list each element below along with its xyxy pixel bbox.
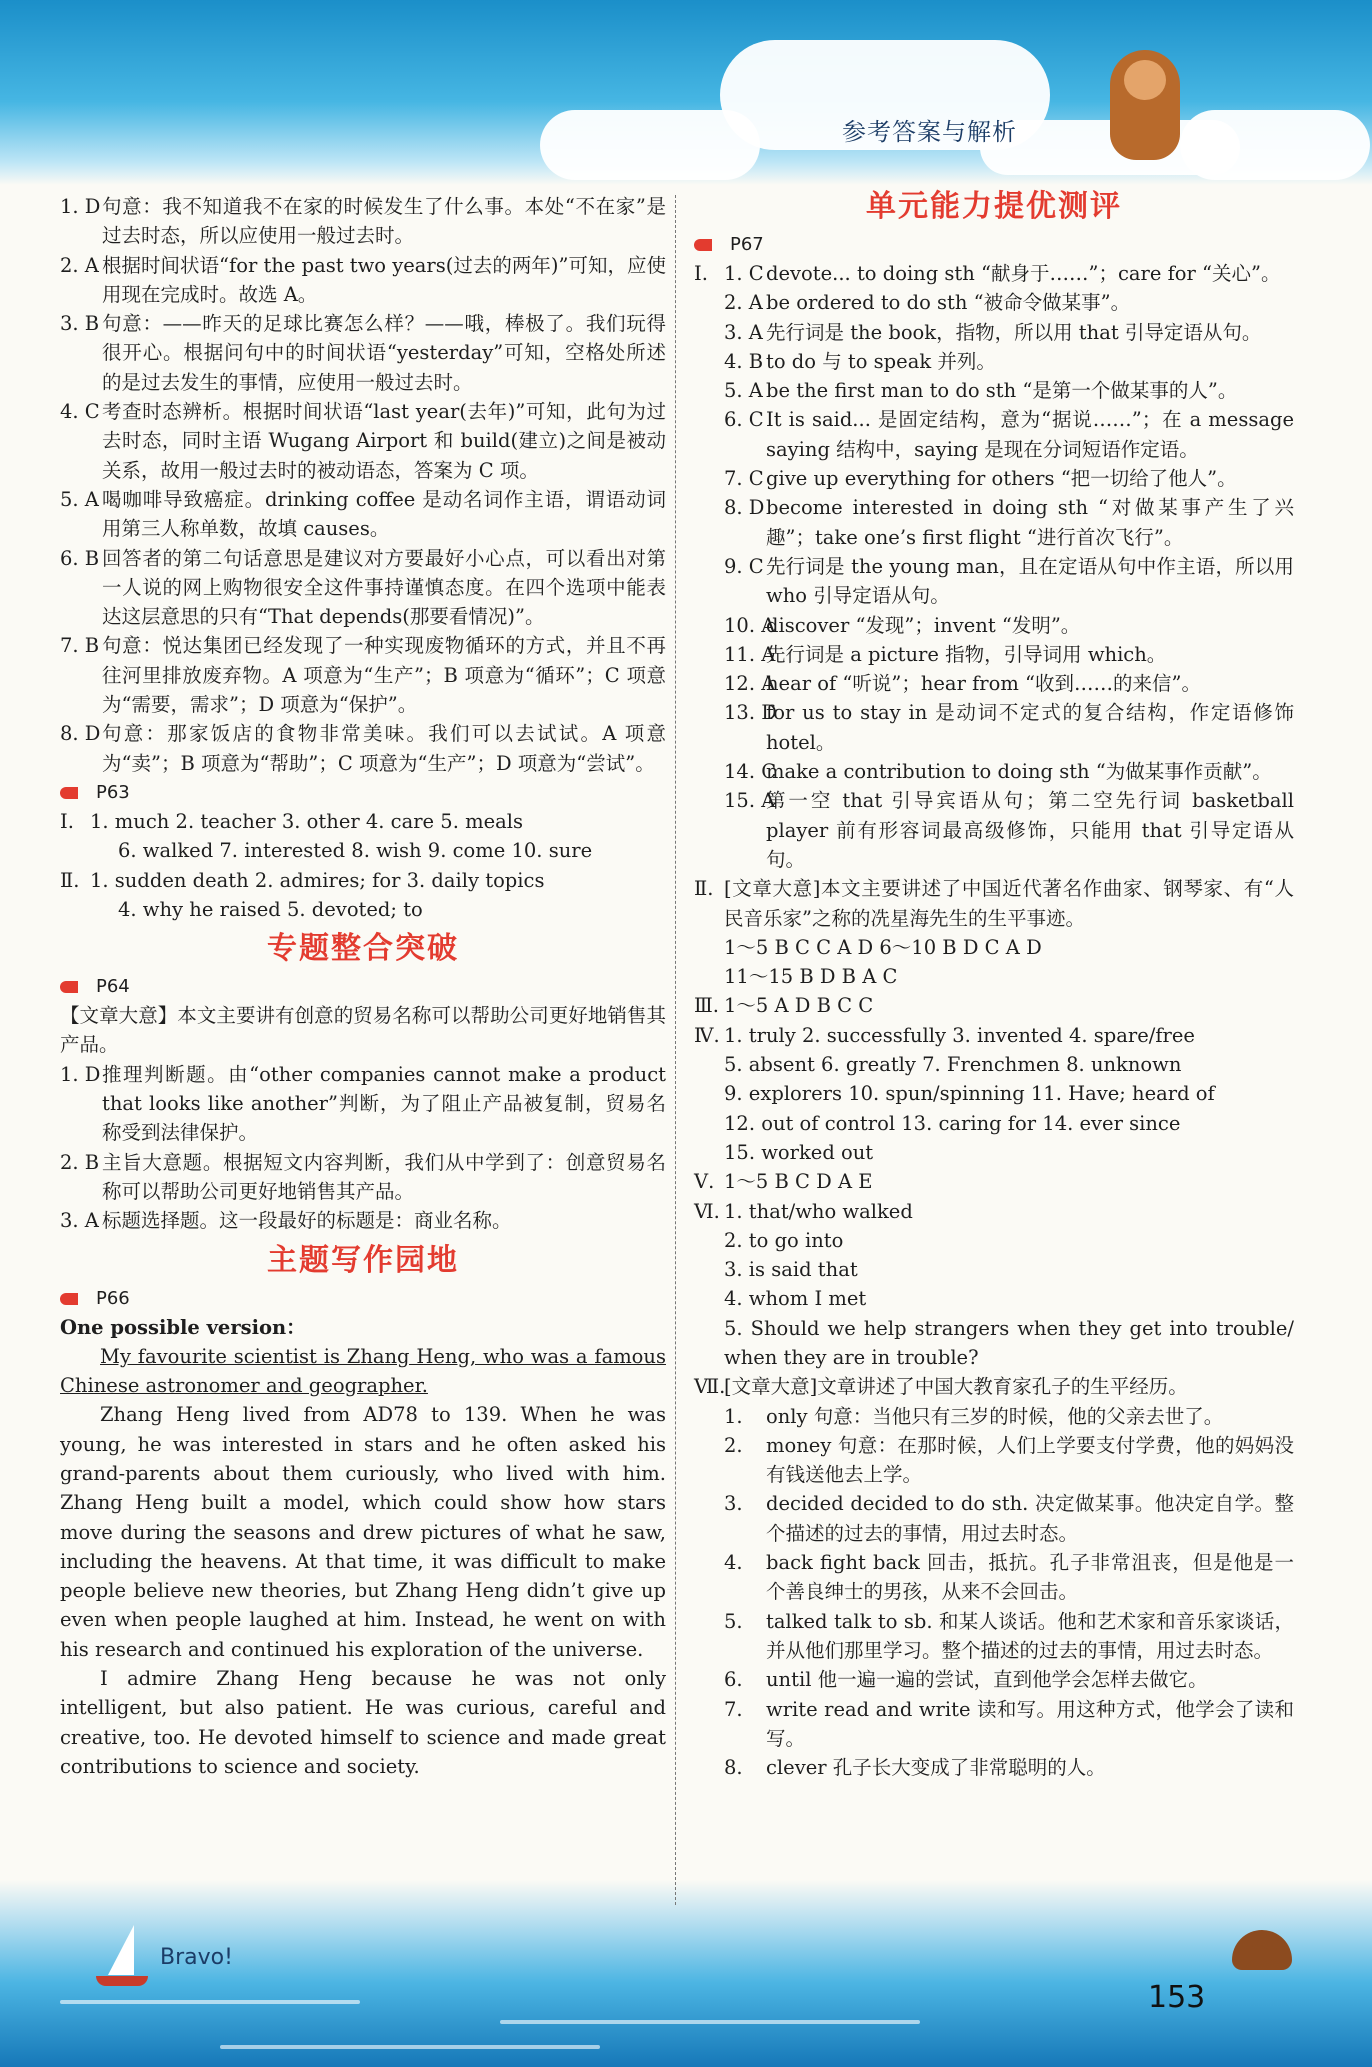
answer-item: 13. D for us to stay in 是动词不定式的复合结构，作定语修饰 hotel。	[724, 701, 1294, 754]
answer-item: 1. D 推理判断题。由“other companies cannot make a product that looks like another”判断，为了阻止产品被复制，贸易名称受到法律保护。	[60, 1062, 666, 1145]
answer-item: 6. until 他一遍一遍的尝试，直到他学会怎样去做它。	[724, 1668, 1208, 1692]
essay-paragraph: I admire Zhang Heng because he was not only intelligent, but also patient. He was curious, careful and creative, too. He devoted himself to science and made great contributions to science and society.	[60, 1667, 666, 1778]
answer-item: 4. back fight back 回击，抵抗。孔子非常沮丧，但是他是一个善良绅士的男孩，从来不会回击。	[724, 1551, 1294, 1604]
answer-group: Ⅰ. 1. much 2. teacher 3. other 4. care 5. meals 6. walked 7. interested 8. wish 9. come 10. sure	[60, 809, 593, 863]
answer-item: 2. B 主旨大意题。根据短文内容判断，我们从中学到了：创意贸易名称可以帮助公司更好地销售其产品。	[60, 1150, 666, 1203]
wave-decoration	[500, 2020, 920, 2024]
answer-item: 5. talked talk to sb. 和某人谈话。他和艺术家和音乐家谈话，并从他们那里学习。整个描述的过去的事情，用过去时态。	[724, 1609, 1294, 1662]
wave-decoration	[60, 2000, 360, 2004]
bottom-sea	[0, 1880, 1372, 2067]
answer-group: Ⅲ. 1～5 A D B C C	[694, 994, 874, 1018]
answer-item: 5. A 喝咖啡导致癌症。drinking coffee 是动名词作主语，谓语动词用第三人称单数，故填 causes。	[60, 487, 666, 541]
answer-item: 3. A 先行词是 the book，指物，所以用 that 引导定语从句。	[724, 320, 1262, 344]
essay-label: One possible version：	[60, 1315, 306, 1339]
page-ref: P67	[694, 230, 1294, 259]
answer-group: Ⅶ. [文章大意]文章讲述了中国大教育家孔子的生平经历。	[694, 1375, 1188, 1399]
section-title: 主题写作园地	[267, 1242, 459, 1278]
answer-item: 7. C give up everything for others “把一切给了他人”。	[724, 467, 1237, 491]
answer-item: 14. C make a contribution to doing sth “为做某事作贡献”。	[724, 760, 1272, 784]
answer-item: 9. C 先行词是 the young man，且在定语从句中作主语，所以用 who 引导定语从句。	[724, 554, 1294, 608]
answer-item: 4. C 考查时态辨析。根据时间状语“last year(去年)”可知，此句为过去时态，同时主语 Wugang Airport 和 build(建立)之间是被动关系，故用一般过去时的被动语态，答案为 C 项。	[60, 400, 666, 482]
answer-group: Ⅵ. 1. that/who walked 2. to go into 3. is said that 4. whom I met 5. Should we help strangers when they get into trouble/ when they are in trouble?	[694, 1199, 1294, 1369]
answer-item: 8. D become interested in doing sth “对做某事产生了兴趣”；take one’s first flight “进行首次飞行”。	[724, 496, 1294, 549]
pointing-hand-icon	[60, 981, 90, 993]
answer-item: 3. A 标题选择题。这一段最好的标题是：商业名称。	[60, 1209, 512, 1233]
answer-item: 1. only 句意：当他只有三岁的时候，他的父亲去世了。	[724, 1404, 1224, 1428]
answer-item: 1. D 句意：我不知道我不在家的时候发生了什么事。本处“不在家”是过去时态，所以应使用一般过去时。	[60, 195, 666, 248]
answer-group: Ⅴ. 1～5 B C D A E	[694, 1170, 873, 1194]
left-column	[60, 192, 666, 1781]
section-title: 单元能力提优测评	[866, 189, 1122, 224]
pointing-hand-icon	[60, 787, 90, 799]
top-banner	[0, 0, 1372, 185]
essay-title: My favourite scientist is Zhang Heng, who was a famous Chinese astronomer and geographer.	[60, 1344, 666, 1398]
section-title: 专题整合突破	[267, 931, 459, 967]
answer-item: 8. D 句意：那家饭店的食物非常美味。我们可以去试试。A 项意为“卖”；B 项意为“帮助”；C 项意为“生产”；D 项意为“尝试”。	[60, 722, 666, 775]
page-ref: P64	[60, 972, 666, 1001]
mascot-icon	[1110, 50, 1180, 160]
answer-item: 2. A be ordered to do sth “被命令做某事”。	[724, 291, 1131, 315]
wave-decoration	[220, 2045, 600, 2049]
header-label: 参考答案与解析	[842, 118, 1017, 146]
column-divider	[675, 195, 676, 1905]
pointing-hand-icon	[694, 239, 724, 251]
answer-item: 2. money 句意：在那时候，人们上学要支付学费，他的妈妈没有钱送他去上学。	[724, 1433, 1294, 1487]
answer-item: 8. clever 孔子长大变成了非常聪明的人。	[724, 1756, 1106, 1780]
right-column	[694, 189, 1294, 1782]
answer-item: 7. B 句意：悦达集团已经发现了一种实现废物循环的方式，并且不再往河里排放废弃物。A 项意为“生产”；B 项意为“循环”；C 项意为“需要，需求”；D 项意为“保护”。	[60, 634, 666, 717]
essay	[60, 1342, 666, 1781]
answer-item: 4. B to do 与 to speak 并列。	[724, 349, 996, 373]
answer-item: 10. A discover “发现”；invent “发明”。	[724, 613, 1081, 637]
page-ref: P63	[60, 778, 666, 807]
left-part1	[60, 192, 666, 778]
answer-item: 3. B 句意：——昨天的足球比赛怎么样？——哦，棒极了。我们玩得很开心。根据问句中的时间状语“yesterday”可知，空格处所述的是过去发生的事情，应使用一般过去时。	[60, 312, 666, 394]
bravo-label: Bravo!	[160, 1945, 233, 1970]
answer-item: 12. A hear of “听说”；hear from “收到……的来信”。	[724, 672, 1201, 696]
cloud-decoration	[1180, 110, 1370, 180]
answer-item: 15. A 第一空 that 引导宾语从句；第二空先行词 basketball player 前有形容词最高级修饰，只能用 that 引导定语从句。	[724, 789, 1294, 871]
answer-group: Ⅱ. 1. sudden death 2. admires; for 3. daily topics 4. why he raised 5. devoted; to	[60, 868, 545, 921]
page-number: 153	[1148, 1980, 1206, 2015]
answer-item: 2. A 根据时间状语“for the past two years(过去的两年)”可知，应使用现在完成时。故选 A。	[60, 253, 666, 306]
answer-item: 6. B 回答者的第二句话意思是建议对方要最好小心点，可以看出对第一人说的网上购物很安全这件事持谨慎态度。在四个选项中能表达这层意思的只有“That depends(那要看情况)”。	[60, 546, 666, 629]
answer-group: Ⅳ. 1. truly 2. successfully 3. invented 4. spare/free 5. absent 6. greatly 7. Frenchmen 8. unknown 9. explorers 10. spun/spinning 11. Have; heard of 12. out of control 13. caring for 14. ever since 15. worked out	[694, 1023, 1215, 1164]
pointing-hand-icon	[60, 1293, 90, 1305]
essay-paragraph: Zhang Heng lived from AD78 to 139. When he was young, he was interested in stars and he often asked his grand-parents about them curiously, who lived with him. Zhang Heng built a model, which could show how stars move during the seasons and drew pictures of what he saw, including the heavens. At that time, it was difficult to make people believe new theories, but Zhang Heng didn’t give up even when people laughed at him. Instead, he went on with his research and continued his exploration of the universe.	[60, 1403, 666, 1661]
answer-item: 3. decided decided to do sth. 决定做某事。他决定自学。整个描述的过去的事情，用过去时态。	[724, 1492, 1294, 1545]
sailboat-hull-icon	[96, 1976, 148, 1986]
page-ref: P66	[60, 1284, 666, 1313]
answer-item: 11. A 先行词是 a picture 指物，引导词用 which。	[724, 642, 1167, 666]
answer-item: 5. A be the first man to do sth “是第一个做某事的人”。	[724, 379, 1238, 403]
answer-item: 6. C It is said... 是固定结构，意为“据说……”；在 a message saying 结构中，saying 是现在分词短语作定语。	[724, 408, 1294, 461]
answer-item: 7. write read and write 读和写。用这种方式，他学会了读和写。	[724, 1697, 1294, 1750]
sailboat-icon	[108, 1925, 134, 1975]
article-summary: 【文章大意】本文主要讲有创意的贸易名称可以帮助公司更好地销售其产品。	[60, 1004, 666, 1057]
answer-group: Ⅱ. [文章大意]本文主要讲述了中国近代著名作曲家、钢琴家、有“人民音乐家”之称的冼星海先生的生平事迹。 1～5 B C C A D 6～10 B D C A D 11～15 B D B A C	[694, 877, 1294, 989]
answer-item: Ⅰ. 1. C devote... to doing sth “献身于……”；care for “关心”。	[694, 262, 1281, 285]
